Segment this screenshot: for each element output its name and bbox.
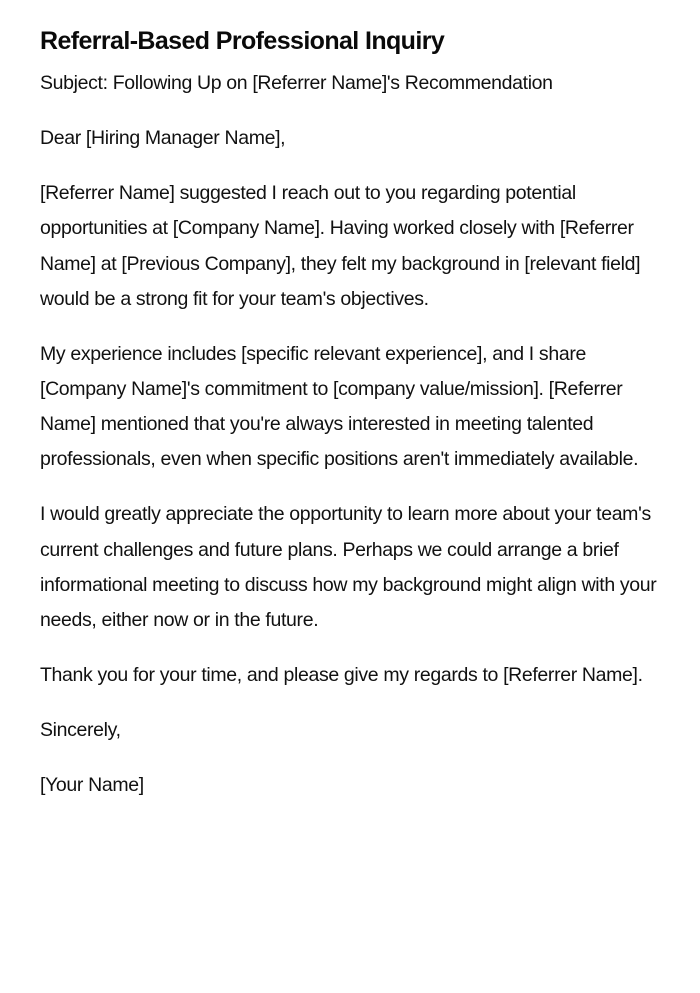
signature: [Your Name] (40, 774, 144, 797)
body-paragraph-experience: My experience includes [specific relevant experience], and I share [Company Name]'s commitment to [company value/mission]. [Referrer Name] mentioned that you're always interested in meeting talented professionals, even when specific positions aren't immediately available. (40, 342, 639, 471)
body-paragraph-request: I would greatly appreciate the opportunity to learn more about your team's current challenges and future plans. Perhaps we could arrange a brief informational meeting to discuss how my background might align with your needs, either now or in the future. (40, 503, 657, 632)
subject-line: Subject: Following Up on [Referrer Name]'s Recommendation (40, 72, 553, 94)
body-paragraph-referral: [Referrer Name] suggested I reach out to you regarding potential opportunities at [Company Name]. Having worked closely with [Referrer Name] at [Previous Company], they felt my background in [relevant field] would be a strong fit for your team's objectives. (40, 182, 641, 310)
body-paragraph-thanks: Thank you for your time, and please give my regards to [Referrer Name]. (40, 664, 643, 687)
closing: Sincerely, (40, 719, 121, 742)
greeting: Dear [Hiring Manager Name], (40, 127, 286, 150)
page-title: Referral-Based Professional Inquiry (40, 27, 445, 55)
